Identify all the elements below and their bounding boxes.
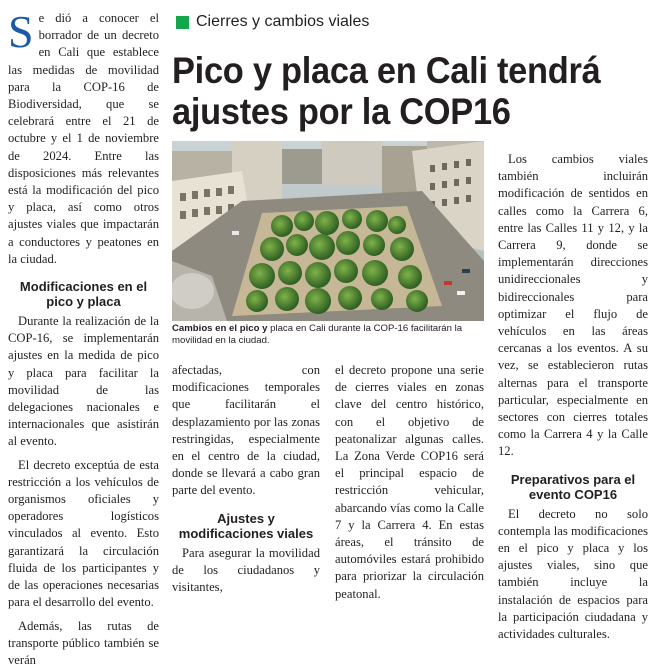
subhead-preparativos: Preparativos para el evento COP16 [498,472,648,502]
intro-paragraph: Se dió a conocer el borrador de un decreto en Cali que establece las medidas de movilidad para la COP-16 de Biodiversidad, que se celebrará entre el 21 de octubre y el 1 de noviembre de 2024. Entre las disposiciones más relevantes está la modificación del pico y placa, así como otros ajustes viales que impactarán a conductores y peatones en la ciudad. [8,10,159,268]
column-4 [498,151,648,643]
body-paragraph: Además, las rutas de transporte público también se verán [8,618,159,669]
body-paragraph: el decreto propone una serie de cierres viales en zonas clave del centro histórico, con el objetivo de peatonalizar algunas calles. La Zona Verde COP16 será el principal espacio de restricción vehicular, abarcando vías como la Calle 7 y la Carrera 4. En estas áreas, el tránsito de automóviles estará prohibido para priorizar la circulación peatonal. [335,362,484,603]
subhead-pico-y-placa: Modificaciones en el pico y placa [8,279,159,309]
subhead-ajustes-viales: Ajustes y modificaciones viales [172,511,320,541]
body-paragraph: Durante la realización de la COP-16, se implementarán ajustes en la medida de pico y placa para facilitar la movilidad de las delegaciones nacionales e internacionales que asistirán al evento. [8,313,159,451]
section-tag [176,12,369,32]
body-paragraph: El decreto no solo contempla las modificaciones en el pico y placa y los ajustes viales, sino que también incluye la instalación de espacios para la participación ciudadana y actividades culturales. [498,506,648,644]
section-square-icon [176,16,189,29]
column-1 [8,10,159,669]
body-paragraph: El decreto exceptúa de esta restricción a los vehículos de organismos oficiales y operadores logísticos vinculados al evento. Esto garantizará la circulación fluida de los participantes y de las operaciones necesarias para el desarrollo del evento. [8,457,159,612]
column-2 [172,362,320,596]
body-paragraph: afectadas, con modificaciones temporales que facilitarán el desplazamiento por las zonas restringidas, especialmente en el centro de la ciudad, donde se llevará a cabo gran parte del evento. [172,362,320,500]
section-label: Cierres y cambios viales [196,13,369,31]
photo-caption: Cambios en el pico y placa en Cali durante la COP-16 facilitarán la movilidad en la ciudad. [172,323,484,347]
dropcap-letter: S [8,14,34,50]
body-paragraph: Para asegurar la movilidad de los ciudadanos y visitantes, [172,545,320,597]
column-3 [335,362,484,603]
aerial-plaza-photo [172,141,484,321]
body-paragraph: Los cambios viales también incluirán modificación de sentidos en calles como la Carrera 6, entre las Calles 11 y 12, y la Carrera 9, donde se implementarán direcciones unidireccionales y bidireccionales para optimizar el flujo de vehículos en las áreas cercanas a los eventos. A su vez, se establecieron rutas alternas para el transporte particular, especialmente en sectores con cierres totales como la Carrera 4 y la Calle 12. [498,151,648,461]
headline: Pico y placa en Cali tendrá ajustes por la COP16 [172,50,623,132]
